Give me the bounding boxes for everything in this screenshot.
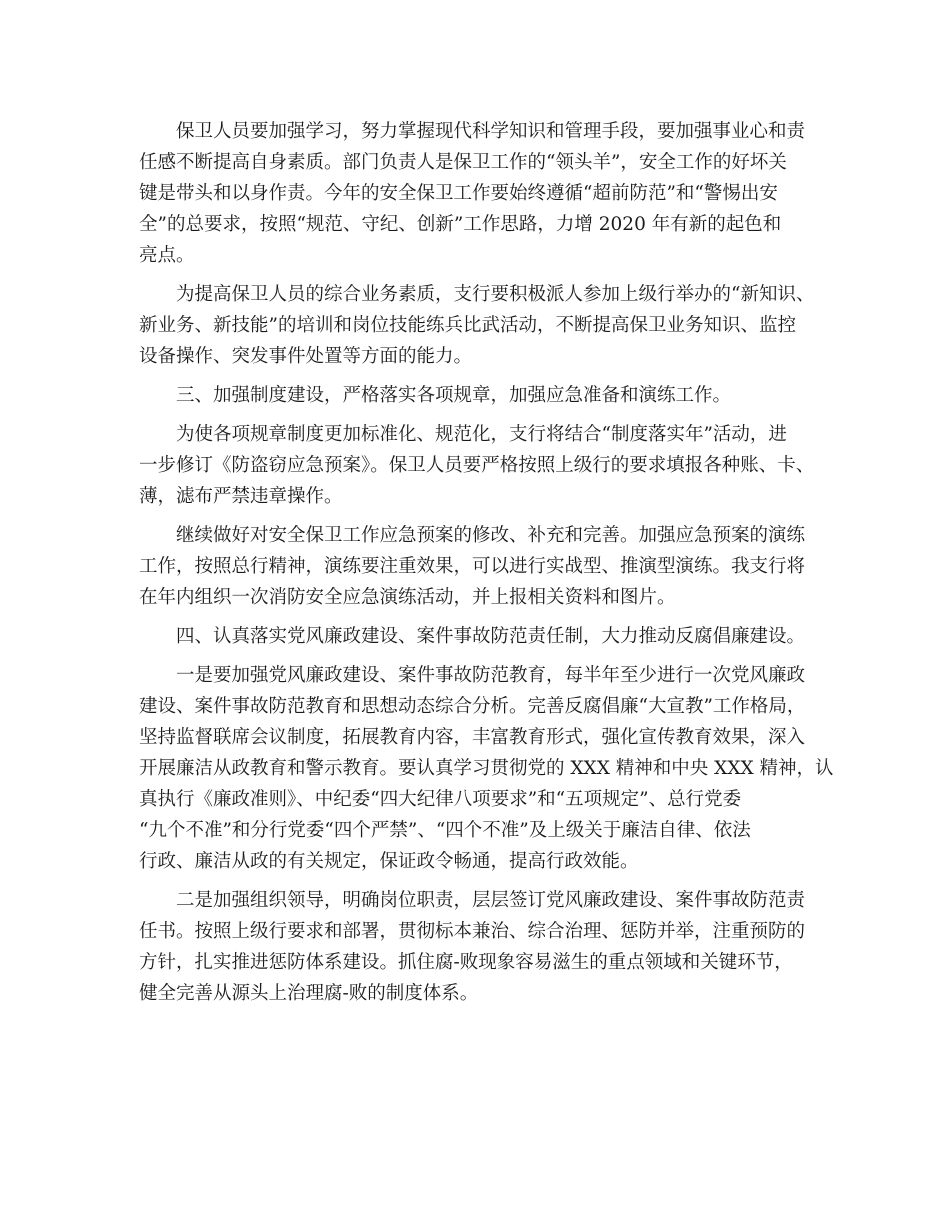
text-line: 真执行《廉政准则》、中纪委“四大纪律八项要求”和“五项规定”、总行党委: [139, 789, 742, 810]
text-line: 任书。按照上级行要求和部署，贯彻标本兼治、综合治理、惩防并举，注重预防的: [139, 921, 806, 942]
text-line: 薄，滤布严禁违章操作。: [139, 486, 343, 507]
text-line: 开展廉洁从政教育和警示教育。要认真学习贯彻党的 XXX 精神和中央 XXX 精神，认: [139, 758, 834, 779]
text-line: 在年内组织一次消防安全应急演练活动，并上报相关资料和图片。: [139, 587, 676, 608]
text-line: 一是要加强党风廉政建设、案件事故防范教育，每半年至少进行一次党风廉政: [139, 665, 806, 686]
paragraph: [139, 885, 831, 1009]
text-line: 建设、案件事故防范教育和思想动态综合分析。完善反腐倡廉“大宣教”工作格局，: [139, 696, 806, 717]
text-line: 二是加强组织领导，明确岗位职责，层层签订党风廉政建设、案件事故防范责: [139, 890, 806, 911]
section-heading: [139, 380, 831, 411]
text-line: 全”的总要求，按照“规范、守纪、创新”工作思路，力增 2020 年有新的起色和: [139, 214, 782, 235]
document-body: [139, 116, 834, 1009]
paragraph: [139, 419, 831, 512]
text-line: 新业务、新技能”的培训和岗位技能练兵比武活动，不断提高保卫业务知识、监控: [139, 315, 796, 336]
text-line: 继续做好对安全保卫工作应急预案的修改、补充和完善。加强应急预案的演练: [139, 525, 806, 546]
text-line: 任感不断提高自身素质。部门负责人是保卫工作的“领头羊”，安全工作的好坏关: [139, 152, 787, 173]
text-line: 三、加强制度建设，严格落实各项规章，加强应急准备和演练工作。: [139, 385, 732, 406]
text-line: 保卫人员要加强学习，努力掌握现代科学知识和管理手段，要加强事业心和责: [139, 121, 806, 142]
text-line: 健全完善从源头上治理腐-败的制度体系。: [139, 983, 479, 1004]
text-line: 方针，扎实推进惩防体系建设。抓住腐-败现象容易滋生的重点领域和关键环节，: [139, 952, 793, 973]
section-heading: [139, 621, 831, 652]
text-line: 为提高保卫人员的综合业务素质，支行要积极派人参加上级行举办的“新知识、: [139, 284, 815, 305]
text-line: 四、认真落实党风廉政建设、案件事故防范责任制，大力推动反腐倡廉建设。: [139, 626, 806, 647]
text-line: 为使各项规章制度更加标准化、规范化，支行将结合“制度落实年”活动，进: [139, 424, 787, 445]
text-line: 键是带头和以身作责。今年的安全保卫工作要始终遵循“超前防范”和“警惕出安: [139, 183, 778, 204]
text-line: 设备操作、突发事件处置等方面的能力。: [139, 346, 473, 367]
text-line: 坚持监督联席会议制度，拓展教育内容，丰富教育形式，强化宣传教育效果，深入: [139, 727, 806, 748]
paragraph: [139, 660, 834, 877]
text-line: 一步修订《防盗窃应急预案》。保卫人员要严格按照上级行的要求填报各种账、卡、: [139, 455, 815, 476]
text-line: 亮点。: [139, 245, 195, 266]
paragraph: [139, 279, 831, 372]
text-line: 工作，按照总行精神，演练要注重效果，可以进行实战型、推演型演练。我支行将: [139, 556, 806, 577]
text-line: 行政、廉洁从政的有关规定，保证政令畅通，提高行政效能。: [139, 851, 639, 872]
paragraph: [139, 520, 831, 613]
text-line: “九个不准”和分行党委“四个严禁”、“四个不准”及上级关于廉洁自律、依法: [139, 820, 751, 841]
paragraph: [139, 116, 831, 271]
